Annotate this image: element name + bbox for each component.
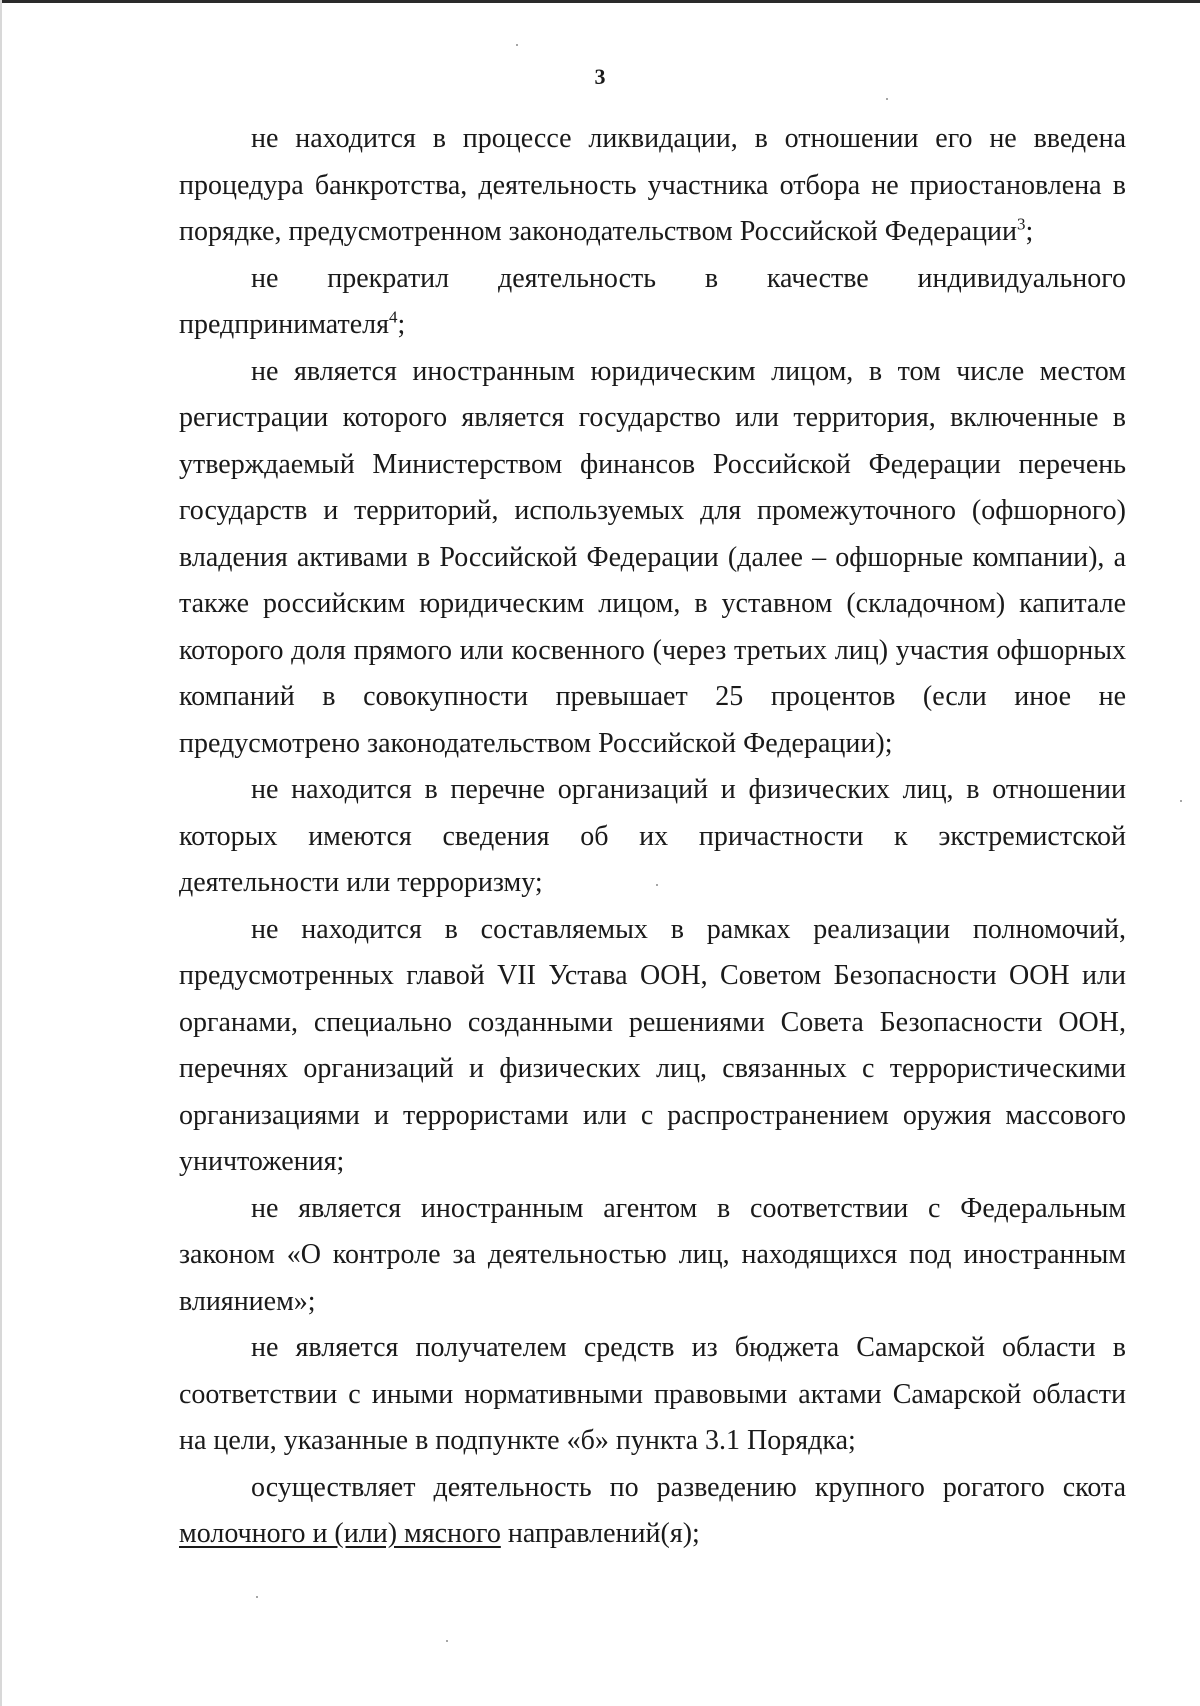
paragraph-extremism-list [179,767,1126,907]
underlined-direction: молочного и (или) мясного [179,1518,501,1549]
scan-speck [886,98,888,100]
scan-speck [656,884,658,886]
paragraph-text: не является получателем средств из бюджета Самарской области в соответствии с иными нормативными правовыми актами Самарской области на цели, указанные в подпункте «б» пункта 3.1 Порядка; [179,1332,1126,1456]
paragraph-budget-recipient [179,1325,1126,1465]
scan-speck [1180,800,1182,802]
scan-speck [516,44,518,46]
paragraph-text: не является иностранным юридическим лицом, в том числе местом регистрации которого является государство или территория, включенные в утверждаемый Министерством финансов Российской Федерации перечень государств и территорий, используемых для промежуточного (офшорного) владения активами в Российской Федерации (далее – офшорные компании), а также российским юридическим лицом, в уставном (складочном) капитале которого доля прямого или косвенного (через третьих лиц) участия офшорных компаний в совокупности превышает 25 процентов (если иное не предусмотрено законодательством Российской Федерации); [179,355,1126,759]
paragraph-tail: ; [1025,216,1034,247]
paragraph-foreign-agent [179,1186,1126,1326]
scan-top-edge [0,0,1200,3]
paragraph-text: не находится в перечне организаций и физических лиц, в отношении которых имеются сведения об их причастности к экстремистской деятельности или терроризму; [179,774,1126,898]
paragraph-text: не прекратил деятельность в качестве индивидуального предпринимателя [179,262,1126,340]
paragraph-liquidation [179,116,1126,256]
paragraph-entrepreneur [179,256,1126,349]
scan-speck [256,1596,258,1598]
scan-left-edge [0,0,2,1706]
paragraph-text: не находится в составляемых в рамках реализации полномочий, предусмотренных главой VII Устава ООН, Советом Безопасности ООН или органами, специально созданными решениями Совета Безопасности ООН, перечнях организаций и физических лиц, связанных с террористическими организациями и террористами или с распространением оружия массового уничтожения; [179,913,1126,1177]
paragraph-text: не находится в процессе ликвидации, в отношении его не введена процедура банкротства, деятельность участника отбора не приостановлена в порядке, предусмотренном законодательством Российской Федерации [179,123,1126,247]
footnote-ref: 3 [1016,214,1026,234]
paragraph-un-lists [179,907,1126,1186]
paragraph-text: осуществляет деятельность по разведению крупного рогатого скота [251,1471,1126,1503]
paragraph-tail: направлений(я); [507,1518,700,1549]
paragraph-foreign-entity [179,349,1126,768]
paragraph-tail: ; [397,309,406,340]
document-body [179,116,1126,1558]
page-number: 3 [594,64,606,89]
footnote-ref: 4 [388,307,398,327]
paragraph-text: не является иностранным агентом в соответствии с Федеральным законом «О контроле за деятельностью лиц, находящихся под иностранным влиянием»; [179,1192,1126,1317]
scan-speck [446,1640,448,1642]
paragraph-cattle-breeding [179,1465,1126,1558]
